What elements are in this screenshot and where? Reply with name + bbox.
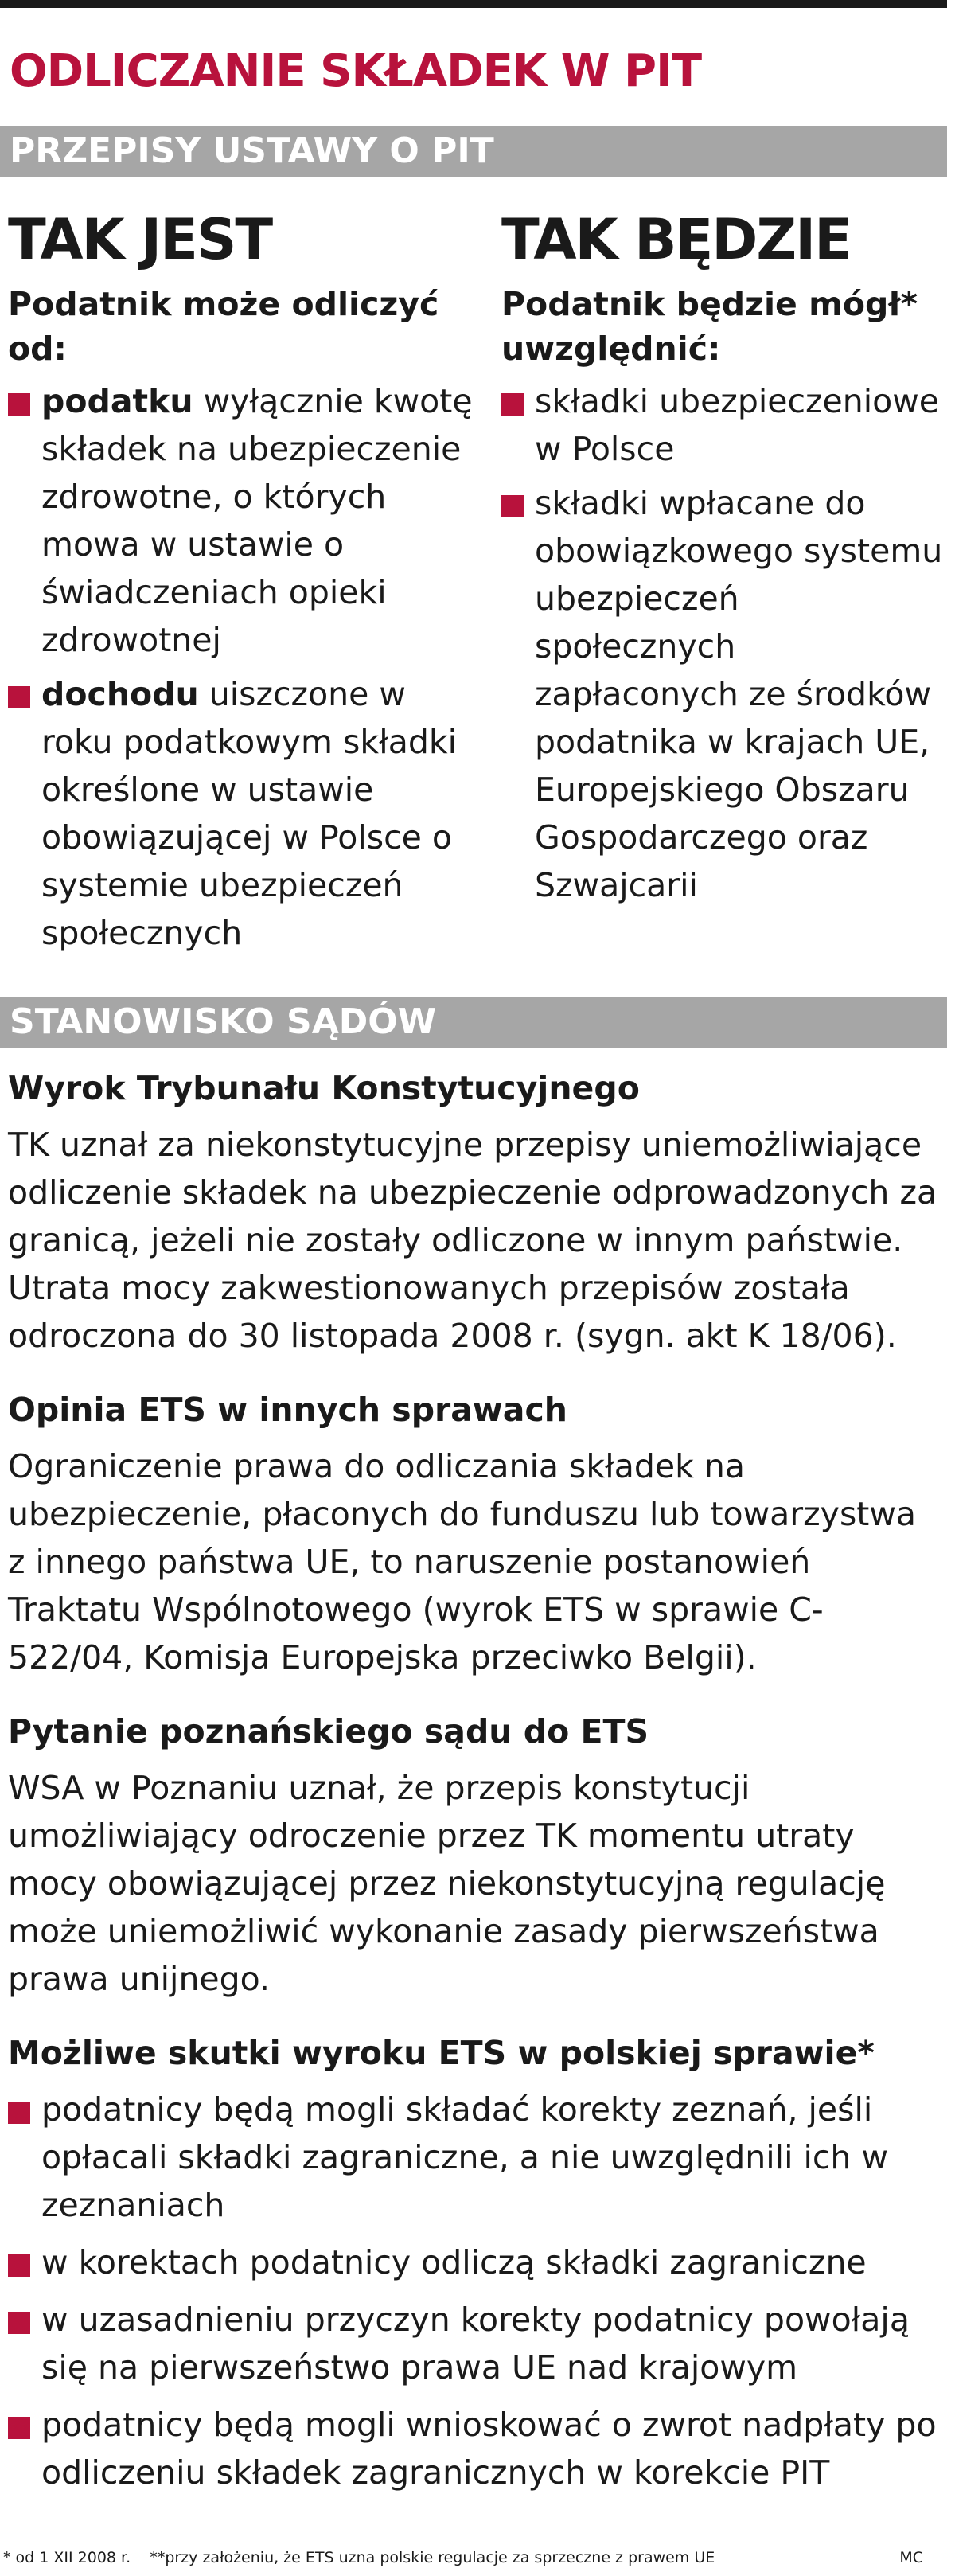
bullet-square-icon	[8, 2312, 30, 2334]
list-item	[8, 2296, 943, 2391]
top-rule	[0, 0, 947, 8]
effects-heading: Możliwe skutki wyroku ETS w polskiej sprawie*	[8, 2034, 875, 2072]
bullet-square-icon	[501, 495, 524, 517]
bullet-square-icon	[8, 2254, 30, 2277]
list-item	[8, 2238, 943, 2286]
list-item	[501, 377, 947, 473]
bullet-text: w uzasadnieniu przyczyn korekty podatnicy powołają się na pierwszeństwo prawa UE nad krajowym	[41, 2301, 910, 2387]
bullet-square-icon	[8, 686, 30, 708]
bullet-text: wyłącznie kwotę składek na ubezpieczenie zdrowotne, o których mowa w ustawie o świadczeniach opieki zdrowotnej	[41, 382, 473, 659]
section-body: WSA w Poznaniu uznał, że przepis konstytucji umożliwiający odroczenie przez TK momentu utraty mocy obowiązującej przez niekonstytucyjną regulację może uniemożliwić wykonanie zasady pierwszeństwa prawa unijnego.	[8, 1769, 886, 1998]
column-tak-jest	[8, 204, 474, 957]
section-band-label: STANOWISKO SĄDÓW	[10, 1001, 437, 1042]
bullet-square-icon	[501, 393, 524, 416]
column-subheading: Podatnik może odliczyć od:	[8, 285, 439, 368]
column-tak-bedzie	[501, 204, 947, 909]
page-title: ODLICZANIE SKŁADEK W PIT	[10, 45, 702, 97]
section-band-label: PRZEPISY USTAWY O PIT	[10, 131, 494, 171]
section-heading: Opinia ETS w innych sprawach	[8, 1391, 567, 1429]
bullet-text: podatnicy będą mogli wnioskować o zwrot nadpłaty po odliczeniu składek zagranicznych w korekcie PIT	[41, 2406, 937, 2492]
section-band-ustawa	[0, 126, 947, 177]
bullet-square-icon	[8, 393, 30, 416]
column-heading: TAK JEST	[8, 207, 272, 272]
list-item	[8, 377, 474, 664]
bullet-text: uiszczone w roku podatkowym składki określone w ustawie obowiązującej w Polsce o systemie ubezpieczeń społecznych	[41, 675, 458, 952]
bullet-bold-term: podatku	[41, 382, 193, 420]
list-item	[8, 2086, 943, 2229]
court-positions	[8, 1065, 943, 2496]
bullet-square-icon	[8, 2102, 30, 2124]
list-item	[501, 479, 947, 909]
column-subheading: Podatnik będzie mógł* uwzględnić:	[501, 285, 918, 368]
author-credit: MC	[899, 2549, 923, 2566]
bullet-square-icon	[8, 2417, 30, 2439]
section-band-sady	[0, 997, 947, 1048]
bullet-text: podatnicy będą mogli składać korekty zeznań, jeśli opłacali składki zagraniczne, a nie uwzględnili ich w zeznaniach	[41, 2090, 888, 2224]
section-heading: Pytanie poznańskiego sądu do ETS	[8, 1712, 649, 1751]
bullet-text: składki ubezpieczeniowe w Polsce	[535, 382, 939, 468]
bullet-text: składki wpłacane do obowiązkowego systemu ubezpieczeń społecznych zapłaconych ze środków podatnika w krajach UE, Europejskiego Obszaru Gospodarczego oraz Szwajcarii	[535, 484, 943, 904]
section-body: Ograniczenie prawa do odliczania składek na ubezpieczenie, płaconych do funduszu lub towarzystwa z innego państwa UE, to naruszenie postanowień Traktatu Wspólnotowego (wyrok ETS w sprawie C-522/04, Komisja Europejska przeciwko Belgii).	[8, 1447, 917, 1676]
section-heading: Wyrok Trybunału Konstytucyjnego	[8, 1069, 640, 1107]
section-body: TK uznał za niekonstytucyjne przepisy uniemożliwiające odliczenie składek na ubezpieczenie odprowadzonych za granicą, jeżeli nie zostały odliczone w innym państwie. Utrata mocy zakwestionowanych przepisów została odroczona do 30 listopada 2008 r. (sygn. akt K 18/06).	[8, 1126, 937, 1355]
list-item	[8, 670, 474, 957]
bullet-bold-term: dochodu	[41, 675, 199, 713]
bullet-text: w korektach podatnicy odliczą składki zagraniczne	[41, 2243, 867, 2281]
footnote: * od 1 XII 2008 r. **przy założeniu, że ETS uzna polskie regulacje za sprzeczne z prawem UE	[3, 2549, 715, 2566]
list-item	[8, 2401, 943, 2496]
column-heading: TAK BĘDZIE	[501, 207, 851, 272]
